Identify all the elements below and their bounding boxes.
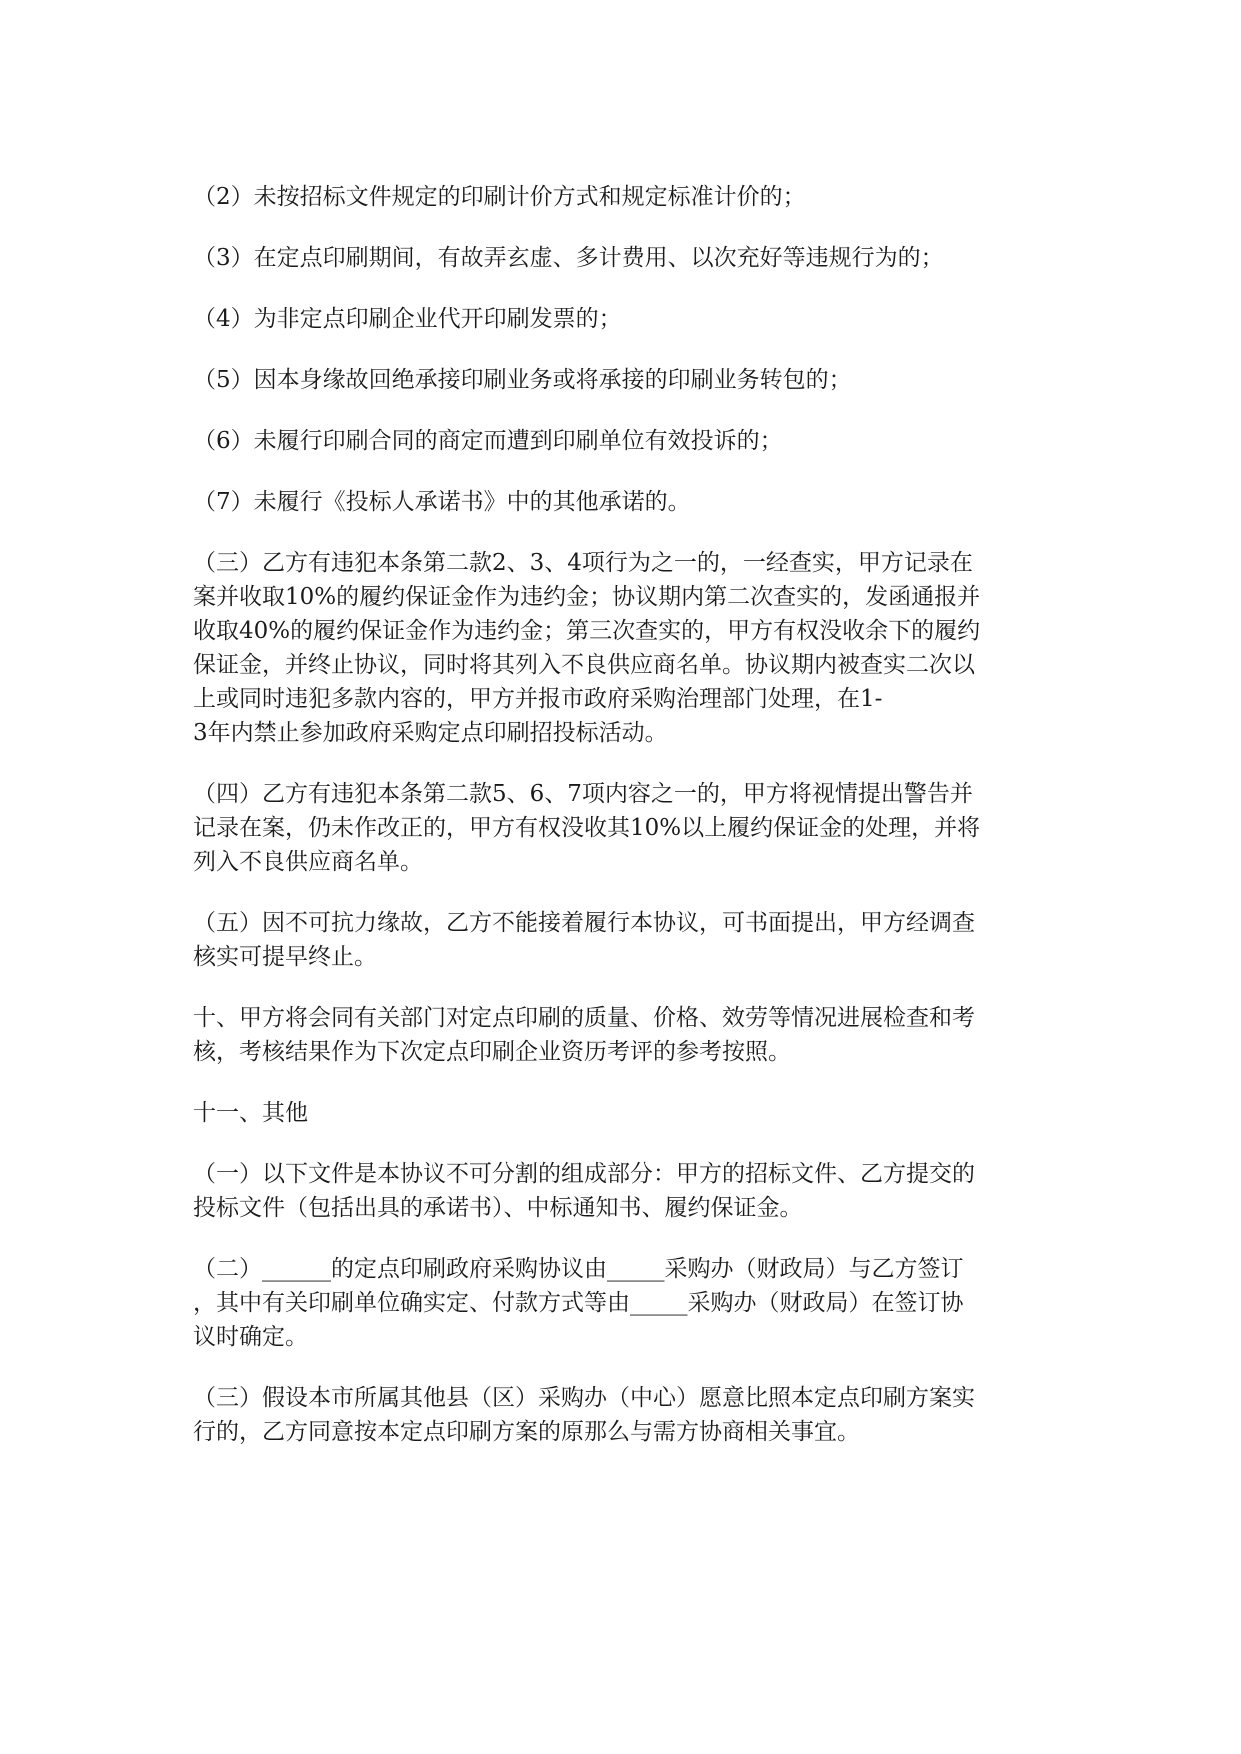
clause-4 <box>193 777 1051 879</box>
text-line: 案并收取10%的履约保证金作为违约金；协议期内第二次查实的，发函通报并 <box>193 584 981 610</box>
text-line: 上或同时违犯多款内容的，甲方并报市政府采购治理部门处理，在1- <box>193 686 883 712</box>
text-line: 十、甲方将会同有关部门对定点印刷的质量、价格、效劳等情况进展检查和考 <box>193 1005 975 1031</box>
text-line: 记录在案，仍未作改正的，甲方有权没收其10%以上履约保证金的处理，并将 <box>193 815 981 841</box>
text-line: （6）未履行印刷合同的商定而遭到印刷单位有效投诉的； <box>193 428 783 454</box>
text-line: （一）以下文件是本协议不可分割的组成部分：甲方的招标文件、乙方提交的 <box>193 1161 975 1187</box>
clause-2-6 <box>193 424 1051 458</box>
text-line: 行的，乙方同意按本定点印刷方案的原那么与需方协商相关事宜。 <box>193 1419 860 1445</box>
text-line: 投标文件（包括出具的承诺书）、中标通知书、履约保证金。 <box>193 1195 803 1221</box>
text-line: （4）为非定点印刷企业代开印刷发票的； <box>193 306 622 332</box>
clause-2-4 <box>193 302 1051 336</box>
document-body <box>193 180 1051 1476</box>
clause-2-5 <box>193 363 1051 397</box>
clause-3 <box>193 546 1051 750</box>
article-10 <box>193 1001 1051 1069</box>
text-line: 收取40%的履约保证金作为违约金；第三次查实的，甲方有权没收余下的履约 <box>193 618 981 644</box>
text-line: （三）乙方有违犯本条第二款2、3、4项行为之一的，一经查实，甲方记录在 <box>193 550 973 576</box>
article-11-clause-2 <box>193 1252 1051 1354</box>
text-line: 列入不良供应商名单。 <box>193 849 423 875</box>
text-line: 核实可提早终止。 <box>193 944 377 970</box>
clause-2-2 <box>193 180 1051 214</box>
text-line: 议时确定。 <box>193 1324 308 1350</box>
text-line: ，其中有关印刷单位确实定、付款方式等由_____采购办（财政局）在签订协 <box>193 1290 964 1316</box>
clause-2-7 <box>193 485 1051 519</box>
text-line: 保证金，并终止协议，同时将其列入不良供应商名单。协议期内被查实二次以 <box>193 652 975 678</box>
clause-2-3 <box>193 241 1051 275</box>
text-line: （3）在定点印刷期间，有故弄玄虚、多计费用、以次充好等违规行为的； <box>193 245 944 271</box>
text-line: 十一、其他 <box>193 1100 308 1126</box>
text-line: （5）因本身缘故回绝承接印刷业务或将承接的印刷业务转包的； <box>193 367 852 393</box>
article-11-heading <box>193 1096 1051 1130</box>
text-line: （7）未履行《投标人承诺书》中的其他承诺的。 <box>193 489 691 515</box>
text-line: 核，考核结果作为下次定点印刷企业资历考评的参考按照。 <box>193 1039 791 1065</box>
text-line: 3年内禁止参加政府采购定点印刷招投标活动。 <box>193 720 668 746</box>
text-line: （二）______的定点印刷政府采购协议由_____采购办（财政局）与乙方签订 <box>193 1256 964 1282</box>
text-line: （四）乙方有违犯本条第二款5、6、7项内容之一的，甲方将视情提出警告并 <box>193 781 973 807</box>
clause-5 <box>193 906 1051 974</box>
article-11-clause-3 <box>193 1381 1051 1449</box>
text-line: （2）未按招标文件规定的印刷计价方式和规定标准计价的； <box>193 184 806 210</box>
text-line: （三）假设本市所属其他县（区）采购办（中心）愿意比照本定点印刷方案实 <box>193 1385 975 1411</box>
article-11-clause-1 <box>193 1157 1051 1225</box>
text-line: （五）因不可抗力缘故，乙方不能接着履行本协议，可书面提出，甲方经调查 <box>193 910 975 936</box>
